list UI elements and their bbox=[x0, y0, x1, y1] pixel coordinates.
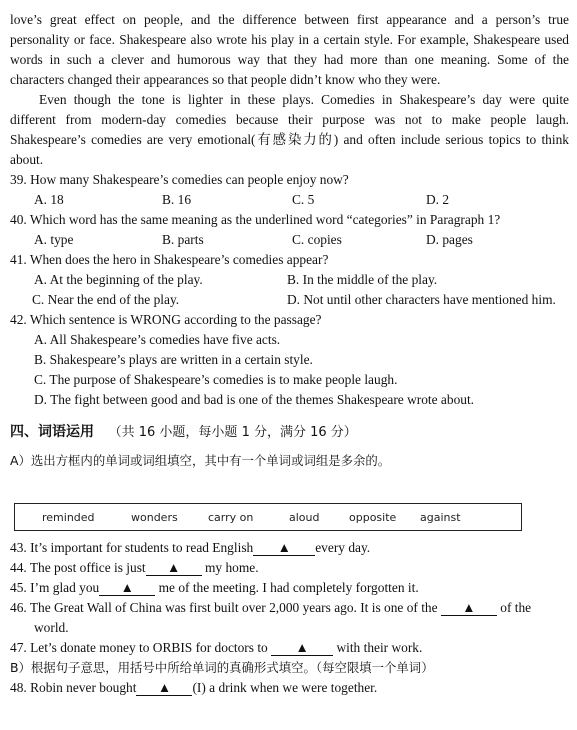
part-a-instruction: A）选出方框内的单词或词组填空，其中有一个单词或词组是多余的。 bbox=[10, 453, 391, 468]
option[interactable]: B. In the middle of the play. bbox=[287, 272, 438, 287]
option[interactable]: A. All Shakespeare’s comedies have five acts. bbox=[34, 332, 281, 347]
answer-blank[interactable]: ▲ bbox=[441, 601, 497, 616]
section-heading bbox=[10, 423, 569, 442]
item-text: 45. I’m glad you bbox=[10, 580, 100, 595]
option[interactable]: D. Not until other characters have mentioned him. bbox=[287, 292, 556, 307]
passage-line: words in such a clever and humorous way that they had more than one meaning. Some of the bbox=[10, 52, 569, 67]
item-text: every day. bbox=[315, 540, 371, 555]
item-text: 47. Let’s donate money to ORBIS for doctors to bbox=[10, 640, 272, 655]
option[interactable]: C. The purpose of Shakespeare’s comedies is to make people laugh. bbox=[34, 372, 398, 387]
word-bank-item: reminded bbox=[42, 511, 95, 524]
word-bank-box bbox=[14, 503, 522, 531]
option[interactable]: B. parts bbox=[162, 232, 204, 247]
fill-item-48 bbox=[10, 680, 569, 696]
answer-blank[interactable]: ▲ bbox=[253, 541, 315, 556]
item-text: 44. The post office is just bbox=[10, 560, 146, 575]
passage-line: love’s great effect on people, and the difference between first appearance and a person’s true bbox=[10, 12, 569, 27]
fill-item-45 bbox=[10, 580, 569, 596]
word-bank-item: opposite bbox=[349, 511, 397, 524]
option[interactable]: D. 2 bbox=[426, 192, 450, 207]
passage-line: characters changed their appearances so that people didn’t know who they were. bbox=[10, 72, 441, 87]
answer-blank[interactable]: ▲ bbox=[136, 681, 192, 696]
option[interactable]: B. Shakespeare’s plays are written in a certain style. bbox=[34, 352, 313, 367]
option[interactable]: C. Near the end of the play. bbox=[32, 292, 180, 307]
answer-blank[interactable]: ▲ bbox=[146, 561, 202, 576]
item-text: me of the meeting. I had completely forgotten it. bbox=[155, 580, 419, 595]
word-bank-item: aloud bbox=[289, 511, 320, 524]
option[interactable]: C. 5 bbox=[292, 192, 315, 207]
option[interactable]: D. pages bbox=[426, 232, 473, 247]
option[interactable]: D. The fight between good and bad is one of the themes Shakespeare wrote about. bbox=[34, 392, 475, 407]
option[interactable]: C. copies bbox=[292, 232, 342, 247]
section-title: 四、词语运用 bbox=[10, 424, 94, 440]
option[interactable]: B. 16 bbox=[162, 192, 192, 207]
question-stem: 39. How many Shakespeare’s comedies can people enjoy now? bbox=[10, 172, 349, 187]
fill-item-46 bbox=[10, 600, 569, 616]
item-text-continued: world. bbox=[34, 620, 69, 635]
item-text: with their work. bbox=[333, 640, 423, 655]
option[interactable]: A. At the beginning of the play. bbox=[34, 272, 203, 287]
word-bank-item: carry on bbox=[208, 511, 254, 524]
option[interactable]: A. type bbox=[34, 232, 74, 247]
item-text: (I) a drink when we were together. bbox=[192, 680, 378, 695]
section-score: （共 16 小题，每小题 1 分，满分 16 分） bbox=[108, 425, 357, 440]
item-text: 43. It’s important for students to read English bbox=[10, 540, 254, 555]
passage-line: Shakespeare’s comedies are very emotional(有感染力的) and often include serious topics to think bbox=[10, 132, 569, 147]
question-stem: 41. When does the hero in Shakespeare’s comedies appear? bbox=[10, 252, 329, 267]
answer-blank[interactable]: ▲ bbox=[99, 581, 155, 596]
item-text: 46. The Great Wall of China was first built over 2,000 years ago. It is one of the bbox=[10, 600, 441, 615]
word-bank-item: against bbox=[420, 511, 461, 524]
question-stem: 42. Which sentence is WRONG according to the passage? bbox=[10, 312, 322, 327]
fill-item-44 bbox=[10, 560, 569, 576]
passage-line: Even though the tone is lighter in these plays. Comedies in Shakespeare’s day were quite bbox=[39, 92, 569, 107]
item-text: my home. bbox=[201, 560, 259, 575]
item-text: 48. Robin never bought bbox=[10, 680, 137, 695]
option[interactable]: A. 18 bbox=[34, 192, 64, 207]
passage-line: personality or face. Shakespeare also wrote his play in a certain style. For example, Shakespeare used bbox=[10, 32, 569, 47]
question-stem: 40. Which word has the same meaning as the underlined word “categories” in Paragraph 1? bbox=[10, 212, 501, 227]
answer-blank[interactable]: ▲ bbox=[271, 641, 333, 656]
fill-item-43 bbox=[10, 540, 569, 556]
passage-line: about. bbox=[10, 152, 44, 167]
part-b-instruction: B）根据句子意思，用括号中所给单词的真确形式填空。（每空限填一个单词） bbox=[10, 660, 434, 675]
word-bank-item: wonders bbox=[131, 511, 178, 524]
passage-line: different from modern-day comedies because their purpose was not to make people laugh. bbox=[10, 112, 569, 127]
item-text: of the bbox=[496, 600, 532, 615]
fill-item-47 bbox=[10, 640, 569, 656]
